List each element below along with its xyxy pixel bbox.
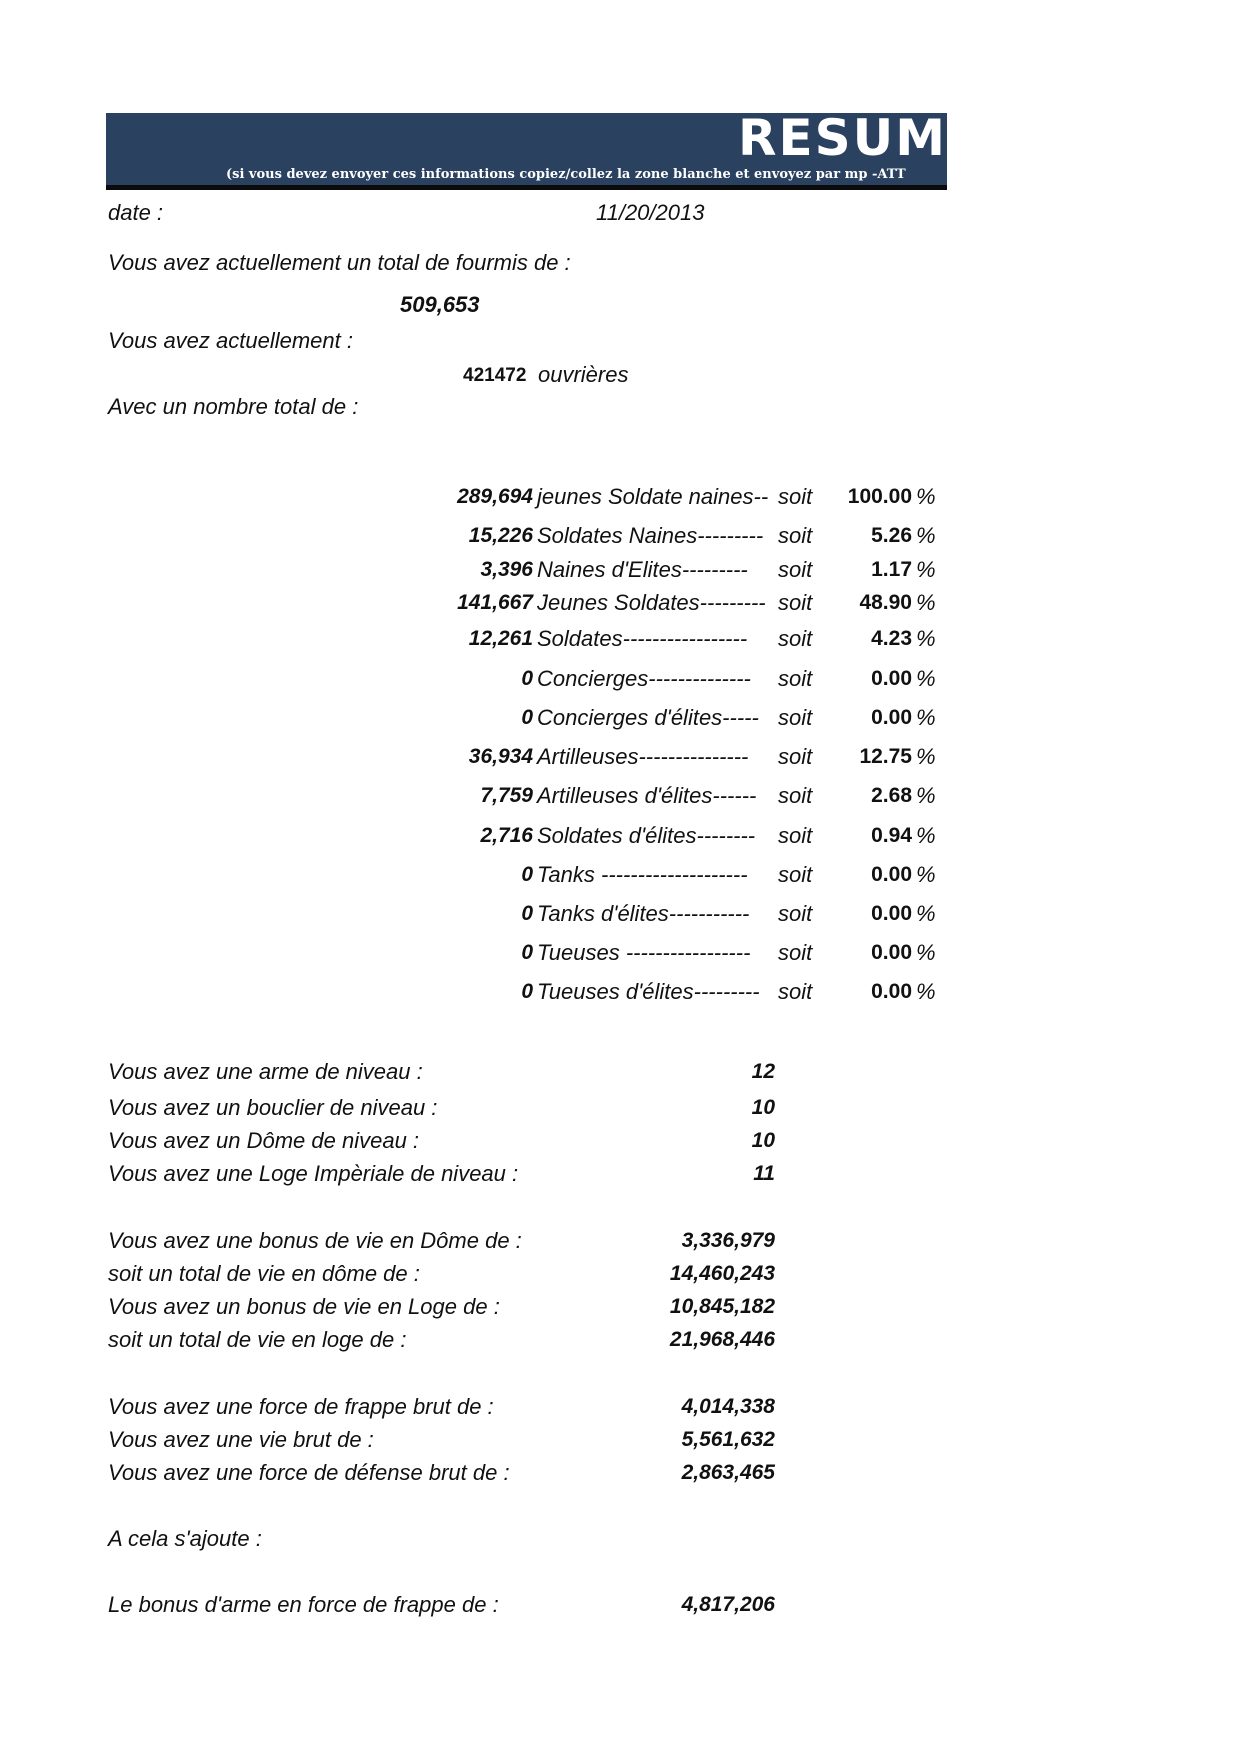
unit-name: Soldates d'élites-------- [537,823,756,848]
raw-stat-value: 4,014,338 [681,1395,775,1418]
life-label: Vous avez une bonus de vie en Dôme de : [108,1228,522,1253]
raw-stat-label: Vous avez une force de frappe brut de : [108,1394,494,1419]
raw-stat-label: Vous avez une vie brut de : [108,1427,374,1452]
unit-percent: 5.26 [871,524,912,547]
soit-label: soit [778,783,813,808]
workers-value: 421472 [463,365,527,386]
total-ants-label: Vous avez actuellement un total de fourmis de : [108,250,571,275]
unit-percent: 0.00 [871,667,912,690]
workers-label: Vous avez actuellement : [108,328,353,353]
level-label: Vous avez une Loge Impèriale de niveau : [108,1161,519,1186]
unit-percent: 4.23 [871,627,912,650]
unit-name: Tanks d'élites----------- [537,901,750,926]
percent-sign: % [916,744,936,769]
unit-count: 0 [521,980,533,1003]
unit-count: 0 [521,902,533,925]
percent-sign: % [916,484,936,509]
date-label: date : [108,200,164,225]
addition-label: A cela s'ajoute : [108,1526,262,1551]
soit-label: soit [778,901,813,926]
unit-name: Tueuses ----------------- [537,940,751,965]
percent-sign: % [916,979,936,1004]
soit-label: soit [778,979,813,1004]
unit-percent: 12.75 [859,745,912,768]
life-value: 3,336,979 [681,1229,775,1252]
unit-name: Soldates----------------- [537,626,748,651]
raw-stat-value: 2,863,465 [681,1461,775,1484]
unit-percent: 0.00 [871,980,912,1003]
unit-percent: 0.00 [871,863,912,886]
level-label: Vous avez une arme de niveau : [108,1059,423,1084]
percent-sign: % [916,557,936,582]
percent-sign: % [916,626,936,651]
percent-sign: % [916,862,936,887]
unit-name: Naines d'Elites--------- [537,557,748,582]
unit-count: 0 [521,863,533,886]
date-value: 11/20/2013 [596,200,705,225]
header-banner [106,113,947,185]
percent-sign: % [916,783,936,808]
unit-count: 289,694 [457,485,533,508]
soit-label: soit [778,666,813,691]
unit-count: 3,396 [480,558,533,581]
level-label: Vous avez un bouclier de niveau : [108,1095,438,1120]
bonus-value: 4,817,206 [681,1593,775,1616]
unit-percent: 48.90 [859,591,912,614]
unit-percent: 100.00 [847,485,912,508]
unit-percent: 0.00 [871,706,912,729]
life-value: 14,460,243 [669,1262,775,1285]
unit-percent: 1.17 [871,558,912,581]
percent-sign: % [916,590,936,615]
unit-name: Jeunes Soldates--------- [537,590,766,615]
soit-label: soit [778,523,813,548]
level-value: 11 [753,1162,775,1185]
life-value: 21,968,446 [669,1328,775,1351]
unit-count: 2,716 [480,824,533,847]
soit-label: soit [778,744,813,769]
level-value: 10 [751,1129,775,1152]
unit-percent: 2.68 [871,784,912,807]
unit-count: 12,261 [468,627,533,650]
soit-label: soit [778,705,813,730]
level-value: 10 [751,1096,775,1119]
raw-stat-label: Vous avez une force de défense brut de : [108,1460,510,1485]
header-subtitle: (si vous devez envoyer ces informations copiez/collez la zone blanche et envoyez par mp -ATT [226,167,906,182]
raw-stat-value: 5,561,632 [681,1428,775,1451]
total-ants-value: 509,653 [400,292,480,317]
bonus-label: Le bonus d'arme en force de frappe de : [108,1592,499,1617]
soit-label: soit [778,940,813,965]
unit-name: Artilleuses d'élites------ [537,783,757,808]
workers-unit: ouvrières [538,362,629,387]
unit-name: Artilleuses--------------- [537,744,749,769]
unit-name: Soldates Naines--------- [537,523,764,548]
soit-label: soit [778,626,813,651]
level-value: 12 [751,1060,775,1083]
life-label: soit un total de vie en dôme de : [108,1261,420,1286]
level-label: Vous avez un Dôme de niveau : [108,1128,420,1153]
percent-sign: % [916,901,936,926]
unit-name: Concierges d'élites----- [537,705,759,730]
unit-name: Tanks -------------------- [537,862,748,887]
soit-label: soit [778,862,813,887]
unit-count: 0 [521,667,533,690]
unit-percent: 0.00 [871,902,912,925]
soit-label: soit [778,484,813,509]
unit-name: jeunes Soldate naines-- [537,484,769,509]
unit-percent: 0.00 [871,941,912,964]
soit-label: soit [778,590,813,615]
unit-count: 7,759 [480,784,533,807]
life-label: soit un total de vie en loge de : [108,1327,407,1352]
percent-sign: % [916,523,936,548]
unit-name: Concierges-------------- [537,666,751,691]
unit-count: 0 [521,941,533,964]
unit-count: 36,934 [468,745,533,768]
life-label: Vous avez un bonus de vie en Loge de : [108,1294,500,1319]
percent-sign: % [916,940,936,965]
header-title: RESUM [737,113,947,167]
percent-sign: % [916,705,936,730]
unit-percent: 0.94 [871,824,912,847]
total-label: Avec un nombre total de : [108,394,359,419]
percent-sign: % [916,666,936,691]
soit-label: soit [778,823,813,848]
unit-count: 0 [521,706,533,729]
percent-sign: % [916,823,936,848]
life-value: 10,845,182 [669,1295,775,1318]
unit-count: 15,226 [468,524,533,547]
header-underline [106,185,947,190]
unit-count: 141,667 [457,591,533,614]
soit-label: soit [778,557,813,582]
unit-name: Tueuses d'élites--------- [537,979,760,1004]
